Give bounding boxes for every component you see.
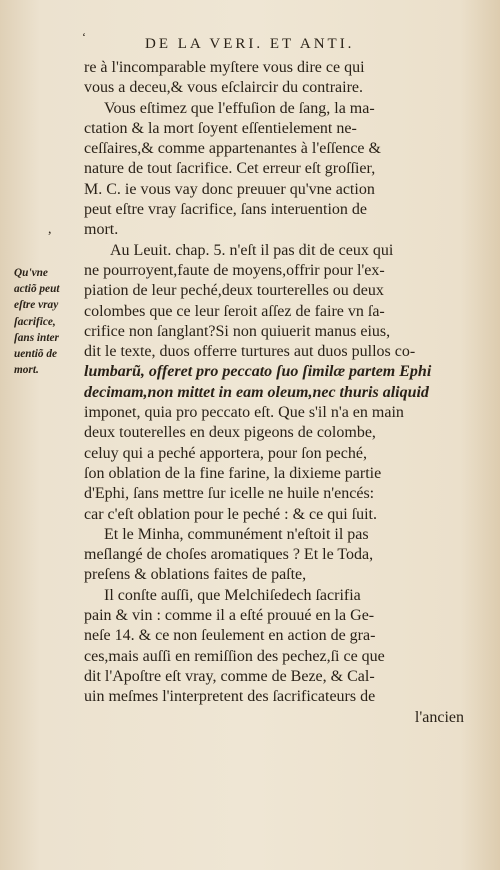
text-line: neſe 14. & ce non ſeulement en action de gra- [84,627,376,645]
text-line: pain & vin : comme il a eſté prouué en la Ge- [84,607,375,625]
text-line: mort. [84,221,119,239]
text-line: decimam,non mittet in eam oleum,nec thuris aliquid [84,383,429,401]
text-line: meſlangé de choſes aromatiques ? Et le Toda, [84,546,374,564]
text-line: ſon oblation de la fine farine, la dixieme partie [84,464,382,482]
book-page: ʻ DE LA VERI. ET ANTI. , Qu'vne actiõ peut eſtre vray ſacrifice, ſans inter uentiõ de mort. re à l'incomparable myſtere vous dire ce qui vous a deceu,& vous eſclaircir du contraire. Vous eſtimez que l'effuſion de ſang, la ma- ctation & la mort ſoyent eſſentielement ne- ceſſaires,& comme appartenantes à l'eſſence & nature de tout ſacrifice. Cet erreur eſt groſſier, M. C. ie vous vay donc preuuer qu'vne action peut eſtre vray ſacrifice, ſans interuention de mort. Au Leuit. chap. 5. n'eſt il pas dit de ceux qui ne pourroyent,faute de moyens,offrir pour l'ex- piation de leur peché,deux tourterelles ou deux colombes que ce leur ſeroit aſſez de faire vn ſa- crifice non ſanglant?Si non quiuerit manus eius, dit le texte, duos offerre turtures aut duos pullos co- lumbarũ, offeret pro peccato ſuo ſimilæ partem Ephi decimam,non mittet in eam oleum,nec thuris aliquid imponet, quia pro peccato eſt. Que s'il n'a en main deux touterelles en deux pigeons de colombe, celuy qui a peché apportera, pour ſon peché, ſon oblation de la fine farine, la dixieme partie d'Ephi, ſans mettre ſur icelle ne huile n'encés: car c'eſt oblation pour le peché : & ce qui ſuit. Et le Minha, communément n'eſtoit il pas meſlangé de choſes aromatiques ? Et le Toda, preſens & oblations faites de paſte, Il conſte auſſi, que Melchiſedech ſacrifia pain & vin : comme il a eſté prouué en la Ge- neſe 14. & ce non ſeulement en action de gra- ces,mais auſſi en remiſſion des pechez,ſi ce que dit l'Apoſtre eſt vray, comme de Beze, & Cal- uin meſmes l'interpretent des ſacrificateurs de l'ancien [0,0,500,870]
text-line: imponet, quia pro peccato eſt. Que s'il n'a en main [84,404,404,422]
text-line: car c'eſt oblation pour le peché : & ce qui ſuit. [84,505,377,523]
running-header: DE LA VERI. ET ANTI. [145,36,355,52]
margin-note [14,265,86,378]
text-line: Au Leuit. chap. 5. n'eſt il pas dit de ceux qui [110,241,394,259]
text-line: dit l'Apoſtre eſt vray, comme de Beze, & Cal- [84,667,375,685]
text-line: preſens & oblations faites de paſte, [84,566,307,584]
text-line: Et le Minha, communément n'eſtoit il pas [104,525,369,543]
margin-note-line: uentiõ de [14,348,57,361]
text-line: crifice non ſanglant?Si non quiuerit manus eius, [84,322,391,340]
text-line: ne pourroyent,faute de moyens,offrir pour l'ex- [84,261,385,279]
text-line: celuy qui a peché apportera, pour ſon peché, [84,444,367,462]
margin-note-line: actiõ peut [14,283,60,296]
text-line: piation de leur peché,deux tourterelles ou deux [84,282,384,300]
catchword: l'ancien [414,708,464,726]
margin-note-line: Qu'vne [14,267,48,279]
text-line: Il conſte auſſi, que Melchiſedech ſacrifia [104,586,361,604]
text-line: peut eſtre vray ſacrifice, ſans interuention de [84,201,367,219]
text-line: Vous eſtimez que l'effuſion de ſang, la ma- [104,99,375,117]
text-line: dit le texte, duos offerre turtures aut duos pullos co- [84,343,416,361]
margin-note-line: mort. [14,364,39,377]
text-line: nature de tout ſacrifice. Cet erreur eſt groſſier, [84,160,376,178]
text-line: vous a deceu,& vous eſclaircir du contraire. [84,79,363,97]
text-line: re à l'incomparable myſtere vous dire ce qui [84,59,365,76]
text-line: M. C. ie vous vay donc preuuer qu'vne action [84,180,375,198]
text-line: lumbarũ, offeret pro peccato ſuo ſimilæ partem Ephi [84,363,432,381]
margin-note-line: ſans inter [14,331,59,344]
text-line: ctation & la mort ſoyent eſſentielement ne- [84,119,357,137]
text-line: colombes que ce leur ſeroit aſſez de faire vn ſa- [84,302,385,320]
text-line: ceſſaires,& comme appartenantes à l'eſſence & [84,140,381,158]
text-line: uin meſmes l'interpretent des ſacrificateurs de [84,688,376,706]
margin-note-line: ſacrifice, [14,315,56,328]
body-text [84,58,464,728]
text-line: ces,mais auſſi en remiſſion des pechez,ſi ce que [84,647,385,665]
text-line: deux touterelles en deux pigeons de colombe, [84,424,376,442]
text-line: d'Ephi, ſans mettre ſur icelle ne huile n'encés: [84,485,375,503]
margin-note-line: eſtre vray [14,299,59,312]
